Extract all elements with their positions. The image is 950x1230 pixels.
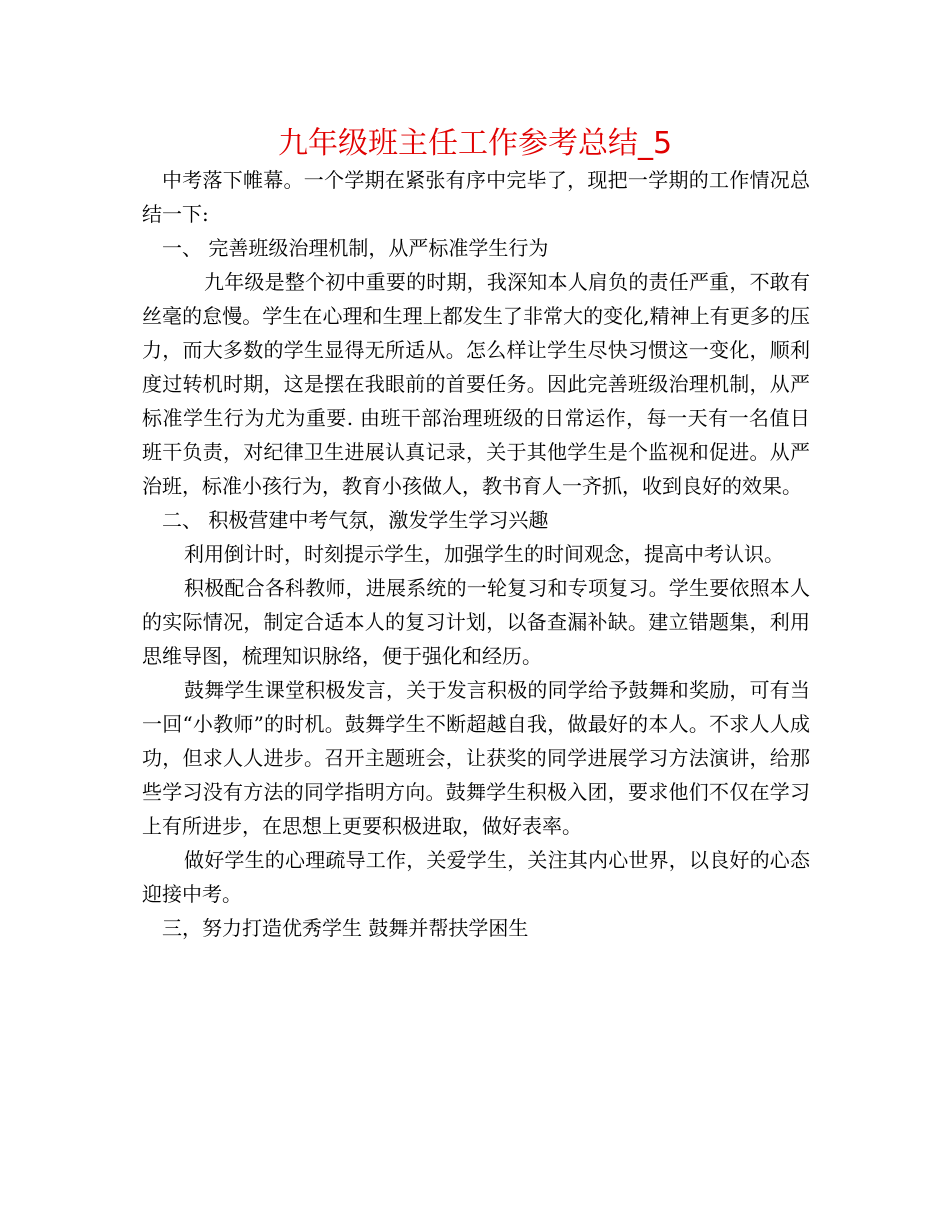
intro-paragraph: 中考落下帷幕。一个学期在紧张有序中完毕了，现把一学期的工作情况总结一下: [142, 168, 810, 226]
document-body [142, 163, 810, 945]
section-2-paragraph-4: 做好学生的心理疏导工作，关爱学生，关注其内心世界，以良好的心态迎接中考。 [142, 848, 810, 906]
section-2-paragraph-3: 鼓舞学生课堂积极发言，关于发言积极的同学给予鼓舞和奖励，可有当一回“小教师”的时机。鼓舞学生不断超越自我，做最好的本人。不求人人成功，但求人人进步。召开主题班会，让获奖的同学进展学习方法演讲，给那些学习没有方法的同学指明方向。鼓舞学生积极入团，要求他们不仅在学习上有所进步，在思想上更要积极进取，做好表率。 [142, 678, 810, 838]
section-1-paragraph: 九年级是整个初中重要的时期，我深知本人肩负的责任严重，不敢有丝毫的怠慢。学生在心理和生理上都发生了非常大的变化,精神上有更多的压力，而大多数的学生显得无所适从。怎么样让学生尽快习惯这一变化，顺利度过转机时期，这是摆在我眼前的首要任务。因此完善班级治理机制，从严标准学生行为尤为重要. 由班干部治理班级的日常运作，每一天有一名值日班干负责，对纪律卫生进展认真记录，关于其他学生是个监视和促进。从严治班，标准小孩行为，教育小孩做人，教书育人一齐抓，收到良好的效果。 [142, 270, 810, 498]
document-title: 九年级班主任工作参考总结_5 [277, 126, 673, 161]
section-heading-1: 一、 完善班级治理机制，从严标准学生行为 [162, 236, 549, 260]
section-2-paragraph-1: 利用倒计时，时刻提示学生，加强学生的时间观念，提高中考认识。 [184, 542, 784, 566]
section-heading-3: 三，努力打造优秀学生 鼓舞并帮扶学困生 [162, 916, 529, 940]
section-heading-2: 二、 积极营建中考气氛，激发学生学习兴趣 [162, 508, 549, 532]
section-2-paragraph-2: 积极配合各科教师，进展系统的一轮复习和专项复习。学生要依照本人的实际情况，制定合适本人的复习计划，以备查漏补缺。建立错题集，利用思维导图，梳理知识脉络，便于强化和经历。 [142, 576, 810, 668]
